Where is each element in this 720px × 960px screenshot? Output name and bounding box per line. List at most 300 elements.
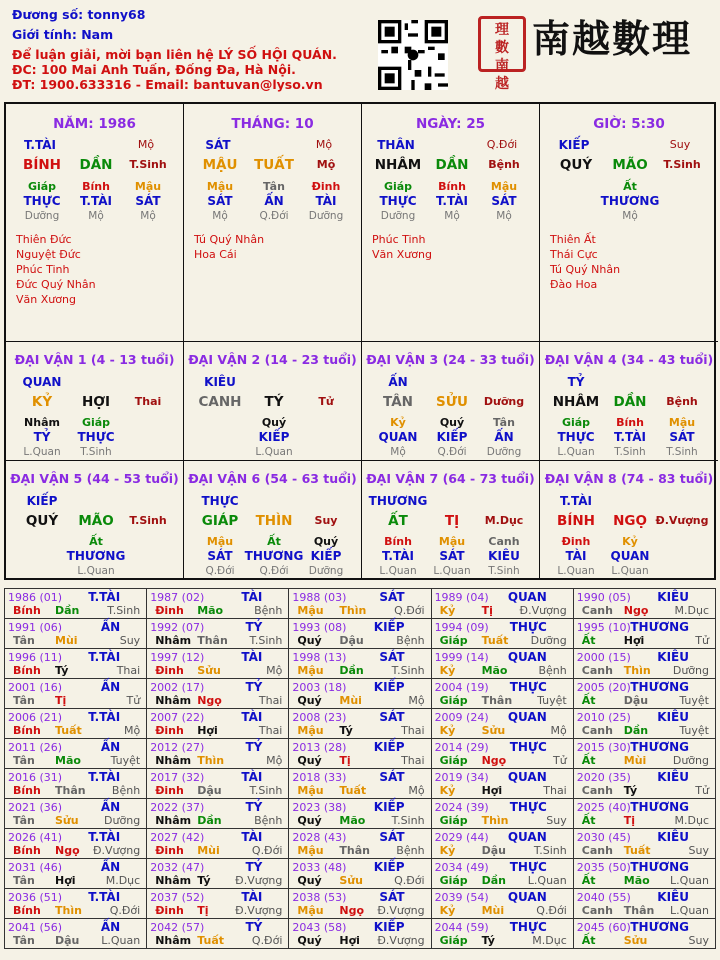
dai-van-stem: GIÁP	[201, 513, 239, 529]
pillar-stem: MẬU	[202, 157, 238, 173]
dai-van-title: ĐẠI VẬN 8 (74 - 83 tuổi)	[544, 471, 714, 486]
dai-van-phase: Tử	[318, 395, 334, 408]
dai-van-cell	[362, 461, 540, 580]
year-stem: Kỷ	[439, 724, 456, 737]
year-star: ẤN	[100, 620, 121, 634]
year-stem: Ất	[581, 874, 596, 887]
hidden-phase: Mộ	[444, 210, 460, 222]
shensha-star: Tú Quý Nhân	[194, 233, 265, 246]
hidden-star: SÁT	[439, 549, 465, 563]
year-star: QUAN	[507, 590, 547, 604]
hidden-star: QUAN	[378, 430, 418, 444]
hidden-stem: Đinh	[311, 180, 341, 193]
hidden-phase: L.Quan	[23, 446, 61, 458]
year-stem: Giáp	[439, 634, 468, 647]
year-phase: Q.Đới	[394, 604, 425, 617]
dai-van-phase: Bệnh	[666, 395, 698, 408]
year-phase: L.Quan	[670, 874, 709, 887]
hidden-star: QUAN	[610, 549, 650, 563]
hidden-stem: Giáp	[383, 180, 413, 193]
year-label: 2010 (25)	[576, 711, 631, 724]
year-row	[5, 829, 716, 859]
dai-van-cell	[362, 342, 540, 461]
year-label: 2022 (37)	[150, 801, 205, 814]
year-label: 2006 (21)	[8, 711, 63, 724]
year-branch: Sửu	[623, 934, 648, 947]
year-star: ẤN	[100, 680, 121, 694]
year-branch: Sửu	[481, 724, 506, 737]
year-branch: Ngọ	[623, 604, 649, 617]
year-star: TÀI	[241, 830, 263, 844]
year-label: 2025 (40)	[576, 801, 631, 814]
year-label: 1993 (08)	[292, 621, 347, 634]
year-star: KIÊU	[657, 770, 689, 784]
shensha-star: Tú Quý Nhân	[550, 263, 621, 276]
year-stem: Kỷ	[439, 604, 456, 617]
year-cell	[147, 679, 289, 709]
dai-van-stem: TÂN	[383, 394, 413, 410]
pillar-top-phase: Suy	[669, 138, 691, 151]
year-stem: Quý	[297, 754, 322, 767]
year-star: KIẾP	[373, 860, 405, 874]
year-cell	[573, 709, 715, 739]
hidden-stem: Mậu	[206, 180, 234, 193]
hidden-phase: Mộ	[140, 210, 156, 222]
shensha-star: Đào Hoa	[550, 278, 598, 291]
year-star: QUAN	[507, 710, 547, 724]
hidden-phase: Dưỡng	[486, 446, 522, 458]
year-label: 1992 (07)	[150, 621, 205, 634]
dai-van-cell	[540, 461, 718, 580]
year-stem: Tân	[13, 694, 35, 707]
dai-van-branch: SỬU	[436, 394, 468, 410]
hidden-phase: T.Sinh	[614, 446, 646, 458]
year-stem: Canh	[581, 664, 613, 677]
year-phase: Thai	[401, 754, 425, 767]
pillar-cell	[184, 104, 362, 342]
year-cell	[431, 859, 573, 889]
hidden-stem: Đinh	[561, 535, 591, 548]
year-stem: Quý	[297, 694, 322, 707]
year-branch: Tị	[339, 754, 351, 767]
year-label: 1996 (11)	[8, 651, 63, 664]
pillar-title: GIỜ: 5:30	[593, 116, 665, 132]
year-branch: Tý	[197, 874, 211, 887]
year-branch: Mão	[55, 754, 81, 767]
dai-van-top-star: THƯƠNG	[368, 494, 428, 508]
hidden-phase: Q.Đới	[437, 446, 467, 458]
year-branch: Thìn	[197, 754, 225, 767]
year-branch: Dần	[339, 664, 364, 677]
year-star: T.TÀI	[88, 770, 121, 784]
year-phase: M.Dục	[532, 934, 567, 947]
pillar-side: Bệnh	[488, 158, 520, 171]
year-label: 2002 (17)	[150, 681, 205, 694]
year-phase: L.Quan	[670, 904, 709, 917]
year-stem: Nhâm	[155, 934, 192, 947]
year-branch: Mùi	[339, 694, 362, 707]
hidden-star: ẤN	[264, 194, 284, 208]
year-label: 2045 (60)	[576, 921, 631, 934]
year-label: 2027 (42)	[150, 831, 205, 844]
year-star: QUAN	[507, 650, 547, 664]
hidden-star: SÁT	[669, 430, 695, 444]
year-cell	[5, 739, 147, 769]
year-star: THỰC	[509, 860, 547, 874]
year-stem: Kỷ	[439, 904, 456, 917]
year-branch: Thìn	[481, 814, 509, 827]
brand-title: 南越數理	[532, 16, 693, 61]
year-cell	[147, 589, 289, 619]
year-stem: Kỷ	[439, 844, 456, 857]
hidden-star: T.TÀI	[80, 194, 112, 208]
year-star: SÁT	[379, 650, 405, 664]
hidden-phase: L.Quan	[557, 446, 595, 458]
year-branch: Mão	[623, 874, 650, 887]
year-branch: Sửu	[339, 874, 363, 887]
year-branch: Mùi	[481, 904, 505, 917]
year-star: THỰC	[509, 740, 547, 754]
year-star: THƯƠNG	[630, 680, 689, 694]
year-label: 2014 (29)	[434, 741, 489, 754]
year-star: TÀI	[241, 710, 263, 724]
year-cell	[5, 709, 147, 739]
year-branch: Hợi	[481, 784, 503, 797]
hidden-phase: Dưỡng	[308, 565, 344, 577]
year-label: 2042 (57)	[150, 921, 205, 934]
year-branch: Dậu	[55, 934, 80, 947]
year-cell	[573, 859, 715, 889]
year-cell	[573, 649, 715, 679]
year-cell	[147, 649, 289, 679]
year-label: 1986 (01)	[8, 591, 63, 604]
hidden-phase: L.Quan	[433, 565, 471, 577]
year-stem: Bính	[13, 604, 41, 617]
year-label: 1999 (14)	[434, 651, 489, 664]
year-star: SÁT	[379, 890, 405, 904]
year-label: 2017 (32)	[150, 771, 205, 784]
year-star: KIÊU	[657, 650, 689, 664]
year-cell	[147, 709, 289, 739]
dai-van-branch: TÝ	[264, 394, 284, 410]
dai-van-stem: ẤT	[388, 513, 408, 529]
year-branch: Hợi	[197, 724, 218, 737]
year-phase: M.Dục	[674, 604, 709, 617]
year-branch: Tý	[339, 724, 353, 737]
year-row	[5, 649, 716, 679]
hidden-star: TÀI	[315, 194, 337, 208]
shensha-star: Văn Xương	[372, 248, 432, 261]
year-stem: Nhâm	[155, 754, 192, 767]
owner-line: Đương số: tonny68	[12, 7, 146, 22]
hidden-phase: Dưỡng	[380, 210, 416, 222]
year-label: 2031 (46)	[8, 861, 63, 874]
pillar-stem: NHÂM	[374, 157, 422, 173]
year-stem: Bính	[13, 724, 41, 737]
year-phase: T.Sinh	[249, 634, 283, 647]
year-branch: Sửu	[197, 664, 221, 677]
dai-van-stem: CANH	[198, 394, 242, 410]
pillar-top-phase: Q.Đới	[486, 138, 518, 151]
year-label: 2041 (56)	[8, 921, 63, 934]
year-cell	[573, 769, 715, 799]
year-branch: Sửu	[55, 814, 79, 827]
year-label: 2033 (48)	[292, 861, 347, 874]
hidden-star: T.TÀI	[382, 549, 414, 563]
hidden-stem: Quý	[261, 416, 287, 429]
year-stem: Mậu	[297, 844, 324, 857]
hidden-phase: Mộ	[622, 210, 638, 222]
year-star: KIẾP	[373, 680, 405, 694]
year-stem: Quý	[297, 934, 322, 947]
year-label: 1989 (04)	[434, 591, 489, 604]
pillar-top-star: SÁT	[205, 138, 231, 152]
year-stem: Đinh	[155, 904, 184, 917]
year-phase: Tuyệt	[537, 694, 567, 707]
year-phase: T.Sinh	[391, 814, 425, 827]
year-phase: Bệnh	[254, 604, 283, 617]
year-label: 2018 (33)	[292, 771, 347, 784]
year-star: THỰC	[509, 920, 547, 934]
year-cell	[289, 769, 431, 799]
year-star: T.TÀI	[88, 890, 121, 904]
year-stem: Ất	[581, 934, 596, 947]
year-star: TÀI	[241, 590, 263, 604]
pillar-top-star: T.TÀI	[24, 138, 56, 152]
hidden-stem: Ất	[89, 535, 103, 548]
year-label: 2044 (59)	[434, 921, 489, 934]
hidden-phase: Dưỡng	[308, 210, 344, 222]
hidden-phase: Mộ	[88, 210, 104, 222]
year-phase: Dưỡng	[672, 754, 709, 767]
hidden-star: TÀI	[565, 549, 587, 563]
year-phase: Bệnh	[396, 844, 425, 857]
year-branch: Dậu	[481, 844, 506, 857]
year-stem: Đinh	[155, 784, 184, 797]
hidden-phase: Q.Đới	[259, 565, 289, 577]
year-label: 2036 (51)	[8, 891, 63, 904]
year-row	[5, 679, 716, 709]
pillar-branch: DẦN	[435, 157, 469, 173]
year-cell	[147, 829, 289, 859]
year-cell	[289, 619, 431, 649]
dai-van-phase: Thai	[134, 395, 162, 408]
hidden-stem: Bính	[82, 180, 110, 193]
year-star: QUAN	[507, 890, 547, 904]
year-cell	[573, 829, 715, 859]
year-label: 2009 (24)	[434, 711, 489, 724]
year-phase: Bệnh	[538, 664, 567, 677]
dai-van-stem: BÍNH	[557, 513, 595, 529]
dai-van-cell	[540, 342, 718, 461]
year-label: 2011 (26)	[8, 741, 63, 754]
dai-van-title: ĐẠI VẬN 5 (44 - 53 tuổi)	[10, 471, 179, 486]
year-cell	[573, 589, 715, 619]
year-phase: Q.Đới	[109, 904, 141, 917]
dai-van-title: ĐẠI VẬN 6 (54 - 63 tuổi)	[188, 471, 357, 486]
year-branch: Dần	[623, 724, 649, 737]
year-cell	[147, 799, 289, 829]
year-branch: Tuất	[623, 844, 651, 857]
year-grid	[4, 588, 716, 949]
year-label: 2035 (50)	[576, 861, 631, 874]
year-stem: Quý	[297, 814, 322, 827]
year-branch: Dậu	[339, 634, 364, 647]
dai-van-branch: TỊ	[444, 513, 460, 529]
year-branch: Mùi	[55, 634, 78, 647]
year-cell	[431, 589, 573, 619]
year-cell	[5, 859, 147, 889]
year-label: 2012 (27)	[150, 741, 205, 754]
year-branch: Tị	[55, 694, 67, 707]
year-phase: T.Sinh	[391, 664, 425, 677]
year-stem: Ất	[581, 754, 596, 767]
year-cell	[573, 889, 715, 919]
year-cell	[573, 919, 715, 949]
year-star: SÁT	[379, 590, 405, 604]
year-phase: Tuyệt	[679, 724, 709, 737]
year-phase: Mộ	[550, 724, 567, 737]
hidden-star: THỰC	[379, 194, 417, 208]
year-branch: Tuất	[481, 634, 509, 647]
hidden-star: ẤN	[494, 430, 514, 444]
year-cell	[431, 679, 573, 709]
year-label: 1991 (06)	[8, 621, 63, 634]
year-cell	[431, 769, 573, 799]
year-branch: Dần	[55, 604, 80, 617]
year-cell	[431, 649, 573, 679]
year-label: 1997 (12)	[150, 651, 205, 664]
year-cell	[573, 799, 715, 829]
year-label: 2019 (34)	[434, 771, 489, 784]
year-star: TỶ	[245, 920, 263, 934]
pillar-side: T.Sinh	[663, 158, 701, 171]
hidden-stem: Bính	[384, 535, 412, 548]
year-label: 2040 (55)	[576, 891, 631, 904]
year-row	[5, 799, 716, 829]
year-branch: Thân	[197, 634, 228, 647]
hidden-star: TỶ	[33, 430, 51, 444]
year-stem: Mậu	[297, 724, 324, 737]
year-row	[5, 769, 716, 799]
shensha-star: Thái Cực	[550, 248, 598, 261]
year-branch: Thìn	[55, 904, 82, 917]
year-star: T.TÀI	[88, 650, 121, 664]
year-branch: Tị	[623, 814, 636, 827]
pillar-branch: TUẤT	[254, 157, 294, 173]
hidden-phase: Dưỡng	[24, 210, 60, 222]
year-label: 2001 (16)	[8, 681, 63, 694]
year-star: KIÊU	[657, 590, 689, 604]
year-cell	[573, 739, 715, 769]
year-stem: Kỷ	[439, 664, 456, 677]
year-cell	[289, 739, 431, 769]
year-cell	[5, 799, 147, 829]
year-row	[5, 589, 716, 619]
year-star: KIẾP	[373, 620, 405, 634]
year-cell	[289, 919, 431, 949]
year-phase: Đ.Vượng	[235, 874, 283, 887]
hidden-stem: Quý	[313, 535, 339, 548]
year-phase: Q.Đới	[251, 934, 283, 947]
year-star: TỶ	[245, 680, 263, 694]
year-branch: Dậu	[623, 694, 649, 707]
year-star: THỰC	[509, 800, 547, 814]
year-star: KIÊU	[657, 890, 689, 904]
year-cell	[5, 649, 147, 679]
year-phase: T.Sinh	[249, 784, 283, 797]
pillar-cell	[362, 104, 540, 342]
year-stem: Nhâm	[155, 874, 192, 887]
year-cell	[573, 619, 715, 649]
year-cell	[289, 829, 431, 859]
hidden-stem: Tân	[493, 416, 515, 429]
year-phase: Dưỡng	[104, 814, 141, 827]
hidden-star: T.TÀI	[436, 194, 468, 208]
shensha-star: Thiên Ất	[550, 233, 596, 246]
year-stem: Bính	[13, 664, 41, 677]
year-stem: Ất	[581, 634, 596, 647]
pillar-side: Mộ	[316, 158, 336, 171]
year-label: 2043 (58)	[292, 921, 347, 934]
year-label: 1988 (03)	[292, 591, 347, 604]
year-cell	[431, 889, 573, 919]
year-phase: Đ.Vượng	[377, 904, 425, 917]
year-cell	[289, 799, 431, 829]
year-label: 2015 (30)	[576, 741, 631, 754]
year-label: 2004 (19)	[434, 681, 489, 694]
year-star: THƯƠNG	[630, 800, 689, 814]
dai-van-phase: Đ.Vượng	[655, 514, 709, 527]
dai-van-branch: THÌN	[255, 513, 293, 529]
year-star: ẤN	[100, 920, 121, 934]
year-star: TỶ	[245, 620, 263, 634]
year-cell	[289, 709, 431, 739]
dai-van-top-star: THỰC	[201, 494, 239, 508]
chart-board	[4, 102, 716, 580]
dai-van-title: ĐẠI VẬN 7 (64 - 73 tuổi)	[366, 471, 535, 486]
year-stem: Canh	[581, 784, 613, 797]
year-star: TÀI	[241, 650, 263, 664]
year-branch: Tuất	[197, 934, 224, 947]
year-cell	[431, 619, 573, 649]
year-branch: Mão	[481, 664, 508, 677]
dai-van-title: ĐẠI VẬN 4 (34 - 43 tuổi)	[544, 352, 714, 367]
year-star: KIẾP	[373, 800, 405, 814]
year-phase: L.Quan	[527, 874, 567, 887]
year-label: 2003 (18)	[292, 681, 347, 694]
year-label: 2026 (41)	[8, 831, 63, 844]
year-branch: Hợi	[55, 874, 76, 887]
year-star: THƯƠNG	[630, 620, 689, 634]
year-branch: Tý	[55, 664, 69, 677]
year-stem: Đinh	[155, 724, 184, 737]
year-phase: Bệnh	[396, 634, 425, 647]
year-branch: Ngọ	[55, 844, 80, 857]
year-stem: Giáp	[439, 754, 468, 767]
year-cell	[573, 679, 715, 709]
year-stem: Giáp	[439, 934, 468, 947]
year-stem: Canh	[581, 724, 613, 737]
year-label: 2030 (45)	[576, 831, 631, 844]
year-label: 2024 (39)	[434, 801, 489, 814]
year-cell	[147, 619, 289, 649]
hidden-stem: Nhâm	[24, 416, 60, 429]
year-cell	[289, 859, 431, 889]
hidden-stem: Ất	[623, 180, 637, 193]
year-phase: Mộ	[408, 694, 425, 707]
year-cell	[5, 919, 147, 949]
